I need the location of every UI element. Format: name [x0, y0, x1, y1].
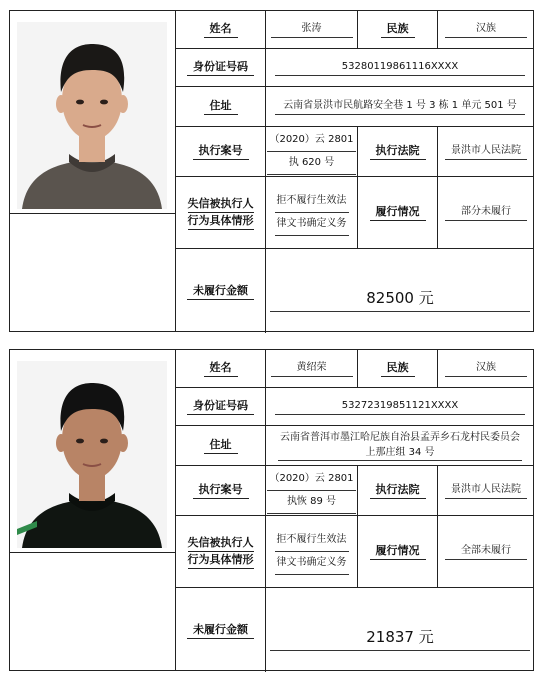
amount-label: 未履行金额: [187, 283, 254, 300]
case-number-label: 执行案号: [193, 143, 249, 160]
amount-label: 未履行金额: [187, 622, 254, 639]
photo-column: [10, 350, 176, 670]
status-label: 履行情况: [370, 204, 426, 221]
person-photo: [17, 22, 167, 209]
ethnicity-label: 民族: [381, 21, 415, 38]
record-card: [9, 10, 534, 332]
info-table: [176, 11, 534, 331]
ethnicity-label: 民族: [381, 360, 415, 377]
ear-shape: [118, 434, 128, 452]
id-number-value: 53280119861116XXXX: [275, 59, 525, 76]
info-table: [176, 350, 534, 670]
court-value: 景洪市人民法院: [445, 143, 527, 160]
person-photo: [17, 361, 167, 548]
name-label: 姓名: [204, 21, 238, 38]
behavior-label: 失信被执行人 行为具体情形: [182, 535, 260, 569]
status-label: 履行情况: [370, 543, 426, 560]
record-card: [9, 349, 534, 671]
eye-shape: [100, 100, 108, 105]
id-number-value: 53272319851121XXXX: [275, 398, 525, 415]
status-value: 全部未履行: [445, 543, 527, 560]
photo-column: [10, 11, 176, 331]
eye-shape: [76, 439, 84, 444]
behavior-label: 失信被执行人 行为具体情形: [182, 196, 260, 230]
name-value: 张涛: [271, 21, 353, 38]
ear-shape: [56, 434, 66, 452]
status-value: 部分未履行: [445, 204, 527, 221]
id-number-label: 身份证号码: [187, 59, 254, 76]
address-label: 住址: [204, 98, 238, 115]
case-number-value: （2020）云 2801 执恢 89 号: [267, 468, 355, 514]
ear-shape: [56, 95, 66, 113]
amount-value: 21837 元: [270, 624, 530, 651]
behavior-value: 拒不履行生效法 律文书确定义务: [275, 190, 349, 236]
ethnicity-value: 汉族: [445, 360, 527, 377]
address-value: 云南省景洪市民航路安全巷 1 号 3 栋 1 单元 501 号: [275, 98, 525, 115]
name-label: 姓名: [204, 360, 238, 377]
amount-value: 82500 元: [270, 285, 530, 312]
ear-shape: [118, 95, 128, 113]
divider: [10, 552, 176, 553]
behavior-value: 拒不履行生效法 律文书确定义务: [275, 529, 349, 575]
court-label: 执行法院: [370, 143, 426, 160]
portrait-graphic: [17, 22, 167, 209]
ethnicity-value: 汉族: [445, 21, 527, 38]
court-value: 景洪市人民法院: [445, 482, 527, 499]
eye-shape: [76, 100, 84, 105]
eye-shape: [100, 439, 108, 444]
address-value: 云南省普洱市墨江哈尼族自治县孟弄乡石龙村民委员会 上那庄组 34 号: [278, 430, 522, 461]
id-number-label: 身份证号码: [187, 398, 254, 415]
address-label: 住址: [204, 437, 238, 454]
divider: [10, 213, 176, 214]
portrait-graphic: [17, 361, 167, 548]
name-value: 黄绍荣: [271, 360, 353, 377]
case-number-value: （2020）云 2801 执 620 号: [267, 129, 355, 175]
case-number-label: 执行案号: [193, 482, 249, 499]
court-label: 执行法院: [370, 482, 426, 499]
